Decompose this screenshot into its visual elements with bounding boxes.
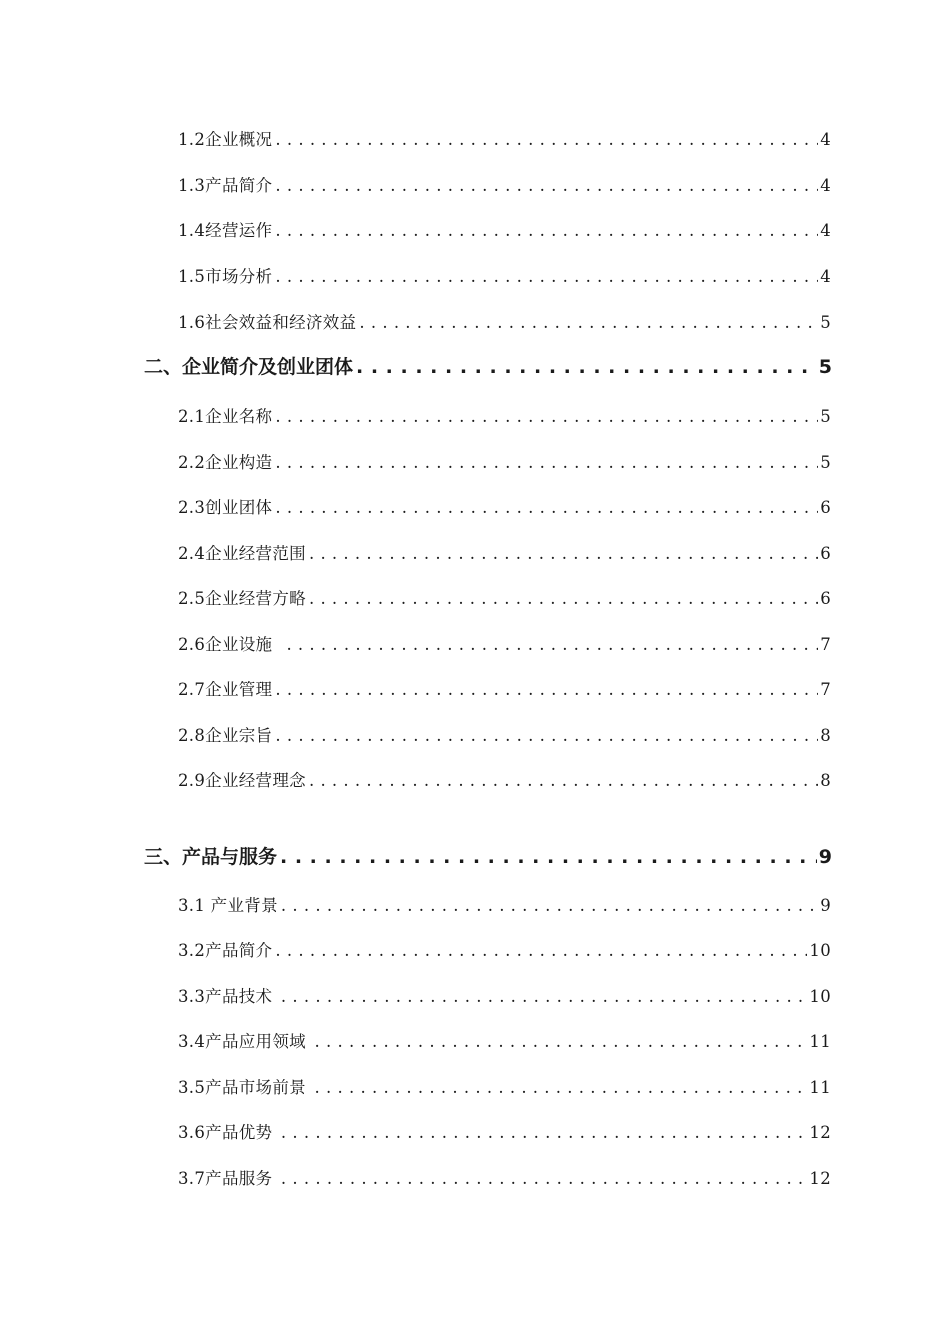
toc-page-number: 6 bbox=[820, 544, 831, 563]
dot-leader bbox=[275, 941, 807, 960]
toc-page-number: 9 bbox=[818, 846, 832, 868]
dot-leader bbox=[275, 680, 818, 699]
toc-entry-title: 3.5产品市场前景 bbox=[178, 1078, 312, 1097]
toc-entry-title: 3.4产品应用领域 bbox=[178, 1032, 312, 1051]
dot-leader bbox=[356, 356, 817, 378]
dot-leader bbox=[275, 130, 818, 149]
toc-entry-1-6[interactable] bbox=[178, 309, 831, 333]
toc-entry-2-9[interactable] bbox=[178, 767, 831, 791]
toc-page-number: 6 bbox=[820, 589, 831, 608]
toc-page-number: 9 bbox=[820, 896, 831, 915]
dot-leader bbox=[275, 407, 818, 426]
toc-page-number: 5 bbox=[820, 407, 831, 426]
toc-page-number: 12 bbox=[809, 1123, 831, 1142]
toc-page-number: 4 bbox=[820, 130, 831, 149]
toc-entry-1-2[interactable] bbox=[178, 126, 831, 150]
toc-entry-2-8[interactable] bbox=[178, 722, 831, 746]
toc-entry-3-7[interactable] bbox=[178, 1165, 831, 1189]
toc-page-number: 4 bbox=[820, 176, 831, 195]
toc-entry-2-4[interactable] bbox=[178, 540, 831, 564]
dot-leader bbox=[309, 589, 818, 608]
toc-entry-title: 2.5企业经营方略 bbox=[178, 589, 306, 608]
toc-page-number: 4 bbox=[820, 221, 831, 240]
toc-entry-1-5[interactable] bbox=[178, 263, 831, 287]
toc-page-number: 11 bbox=[809, 1078, 831, 1097]
toc-entry-3-4[interactable] bbox=[178, 1028, 831, 1052]
toc-entry-title: 2.6企业设施 bbox=[178, 635, 284, 654]
toc-page-number: 7 bbox=[820, 635, 831, 654]
toc-page-number: 8 bbox=[820, 726, 831, 745]
toc-section-2[interactable] bbox=[144, 352, 832, 379]
toc-entry-2-1[interactable] bbox=[178, 403, 831, 427]
toc-section-title: 三、产品与服务 bbox=[144, 846, 278, 868]
dot-leader bbox=[281, 896, 818, 915]
dot-leader bbox=[275, 498, 818, 517]
toc-entry-title: 1.3产品简介 bbox=[178, 176, 273, 195]
toc-entry-2-5[interactable] bbox=[178, 585, 831, 609]
toc-page-number: 6 bbox=[820, 498, 831, 517]
toc-entry-title: 2.4企业经营范围 bbox=[178, 544, 306, 563]
dot-leader bbox=[359, 313, 818, 332]
dot-leader bbox=[315, 1032, 808, 1051]
toc-entry-title: 2.8企业宗旨 bbox=[178, 726, 273, 745]
toc-entry-2-6[interactable] bbox=[178, 631, 831, 655]
toc-entry-title: 2.2企业构造 bbox=[178, 453, 273, 472]
toc-entry-title: 1.2企业概况 bbox=[178, 130, 273, 149]
toc-page-number: 5 bbox=[820, 453, 831, 472]
dot-leader bbox=[275, 267, 818, 286]
toc-page-number: 8 bbox=[820, 771, 831, 790]
dot-leader bbox=[275, 453, 818, 472]
toc-entry-title: 3.2产品简介 bbox=[178, 941, 273, 960]
dot-leader bbox=[275, 176, 818, 195]
toc-page-number: 5 bbox=[818, 356, 832, 378]
toc-entry-title: 2.9企业经营理念 bbox=[178, 771, 306, 790]
toc-section-3[interactable] bbox=[144, 842, 832, 869]
toc-entry-title: 3.3产品技术 bbox=[178, 987, 278, 1006]
toc-page-number: 12 bbox=[809, 1169, 831, 1188]
toc-entry-title: 2.1企业名称 bbox=[178, 407, 273, 426]
toc-page-number: 5 bbox=[820, 313, 831, 332]
dot-leader bbox=[275, 221, 818, 240]
toc-page-number: 11 bbox=[809, 1032, 831, 1051]
toc-entry-3-5[interactable] bbox=[178, 1074, 831, 1098]
toc-entry-3-1[interactable] bbox=[178, 892, 831, 916]
toc-entry-2-2[interactable] bbox=[178, 449, 831, 473]
dot-leader bbox=[275, 726, 818, 745]
toc-entry-title: 2.3创业团体 bbox=[178, 498, 273, 517]
toc-entry-3-3[interactable] bbox=[178, 983, 831, 1007]
toc-entry-title: 3.7产品服务 bbox=[178, 1169, 278, 1188]
toc-entry-2-7[interactable] bbox=[178, 676, 831, 700]
toc-page-number: 10 bbox=[809, 987, 831, 1006]
dot-leader bbox=[286, 635, 818, 654]
dot-leader bbox=[280, 846, 817, 868]
toc-entry-title: 1.4经营运作 bbox=[178, 221, 273, 240]
toc-entry-3-6[interactable] bbox=[178, 1119, 831, 1143]
toc-entry-title: 3.6产品优势 bbox=[178, 1123, 278, 1142]
toc-section-title: 二、企业简介及创业团体 bbox=[144, 356, 354, 378]
toc-page-number: 7 bbox=[820, 680, 831, 699]
toc-entry-title: 1.6社会效益和经济效益 bbox=[178, 313, 357, 332]
toc-entry-title: 1.5市场分析 bbox=[178, 267, 273, 286]
toc-entry-3-2[interactable] bbox=[178, 937, 831, 961]
dot-leader bbox=[281, 987, 808, 1006]
toc-entry-2-3[interactable] bbox=[178, 494, 831, 518]
dot-leader bbox=[281, 1169, 808, 1188]
toc-entry-1-4[interactable] bbox=[178, 217, 831, 241]
dot-leader bbox=[309, 771, 818, 790]
toc-page-number: 4 bbox=[820, 267, 831, 286]
dot-leader bbox=[309, 544, 818, 563]
toc-entry-title: 2.7企业管理 bbox=[178, 680, 273, 699]
toc-page-number: 10 bbox=[809, 941, 831, 960]
toc-entry-title: 3.1 产业背景 bbox=[178, 896, 278, 915]
dot-leader bbox=[315, 1078, 808, 1097]
dot-leader bbox=[281, 1123, 808, 1142]
toc-entry-1-3[interactable] bbox=[178, 172, 831, 196]
